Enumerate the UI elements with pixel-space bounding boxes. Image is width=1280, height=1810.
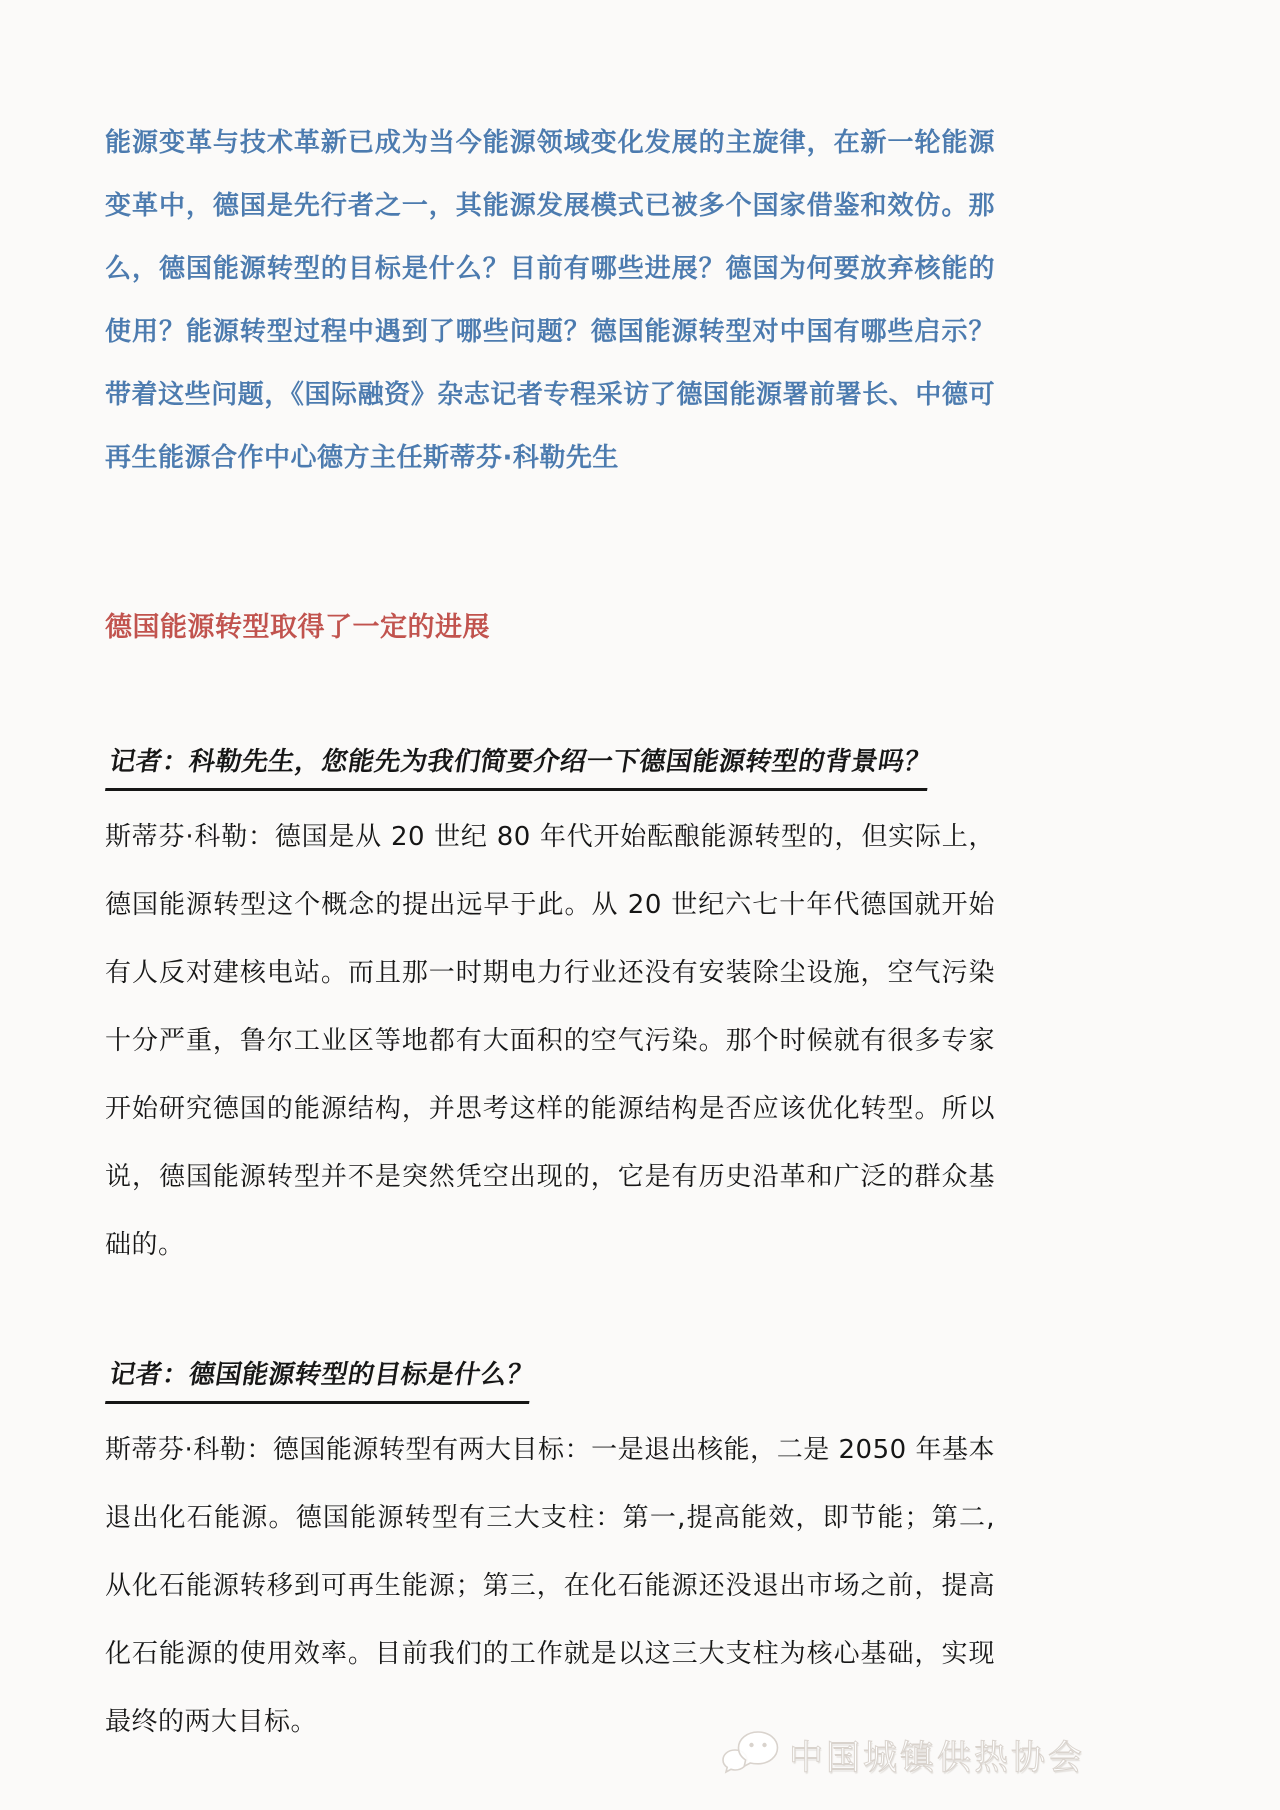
question-1 xyxy=(105,740,995,791)
section-heading: 德国能源转型取得了一定的进展 xyxy=(105,612,490,643)
question-2 xyxy=(105,1353,995,1404)
article-content xyxy=(105,0,995,1756)
watermark-text: 中国城镇供热协会 xyxy=(789,1737,1085,1778)
question-1-text: 记者：科勒先生，您能先为我们简要介绍一下德国能源转型的背景吗？ xyxy=(105,740,935,791)
question-2-text: 记者：德国能源转型的目标是什么？ xyxy=(105,1353,537,1404)
watermark xyxy=(721,1728,1085,1780)
wechat-icon xyxy=(721,1728,779,1780)
answer-1: 斯蒂芬·科勒：德国是从 20 世纪 80 年代开始酝酿能源转型的，但实际上，德国能源转型这个概念的提出远早于此。从 20 世纪六七十年代德国就开始有人反对建核电站。而且那一时期电力行业还没有安装除尘设施，空气污染十分严重，鲁尔工业区等地都有大面积的空气污染。那个时候就有很多专家开始研究德国的能源结构，并思考这样的能源结构是否应该优化转型。所以说，德国能源转型并不是突然凭空出现的，它是有历史沿革和广泛的群众基础的。 xyxy=(105,822,995,1260)
answer-2: 斯蒂芬·科勒：德国能源转型有两大目标：一是退出核能，二是 2050 年基本退出化石能源。德国能源转型有三大支柱：第一,提高能效，即节能；第二,从化石能源转移到可再生能源；第三，在化石能源还没退出市场之前，提高化石能源的使用效率。目前我们的工作就是以这三大支柱为核心基础，实现最终的两大目标。 xyxy=(105,1435,995,1737)
intro-paragraph: 能源变革与技术革新已成为当今能源领域变化发展的主旋律，在新一轮能源变革中，德国是先行者之一，其能源发展模式已被多个国家借鉴和效仿。那么，德国能源转型的目标是什么？目前有哪些进展？德国为何要放弃核能的使用？能源转型过程中遇到了哪些问题？德国能源转型对中国有哪些启示？带着这些问题，《国际融资》杂志记者专程采访了德国能源署前署长、中德可再生能源合作中心德方主任斯蒂芬·科勒先生 xyxy=(105,128,995,473)
